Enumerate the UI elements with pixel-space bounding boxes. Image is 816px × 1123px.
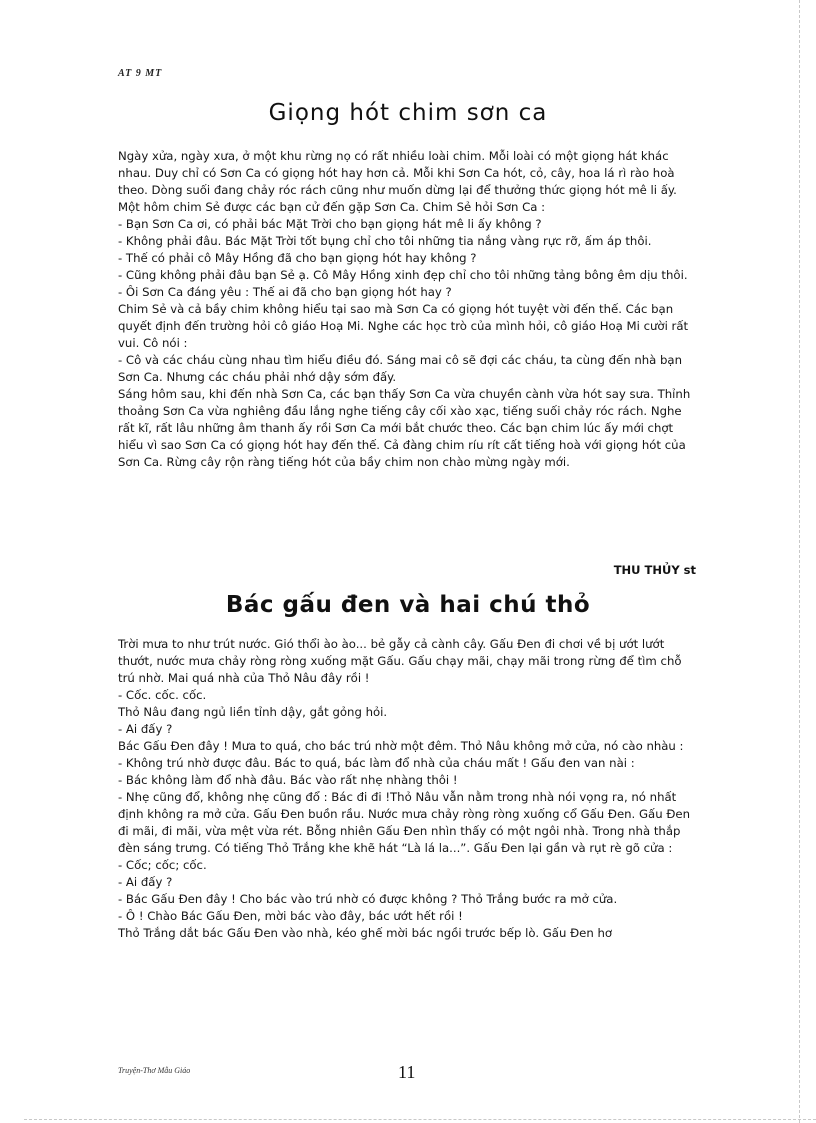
paragraph: - Ôi Sơn Ca đáng yêu : Thế ai đã cho bạn giọng hót hay ? [118, 285, 452, 299]
paragraph: - Ai đấy ? [118, 722, 173, 736]
paragraph: - Bác Gấu Đen đây ! Cho bác vào trú nhờ có được không ? Thỏ Trắng bước ra mở cửa. [118, 892, 618, 906]
story-title-gau-den: Bác gấu đen và hai chú thỏ [225, 592, 591, 618]
paragraph: Trời mưa to như trút nước. Gió thổi ào ào... bẻ gẫy cả cành cây. Gấu Đen đi chơi về bị ướt lướt thướt, nước mưa chảy ròng ròng xuống mặt Gấu. Gấu chạy mãi, chạy mãi trong rừng để tìm chỗ trú nhờ. Mai quá nhà của Thỏ Nâu đây rồi ! [118, 637, 682, 685]
paragraph: - Không trú nhờ được đâu. Bác to quá, bác làm đổ nhà của cháu mất ! Gấu đen van nài : [118, 756, 635, 770]
paragraph: - Cũng không phải đâu bạn Sẻ ạ. Cô Mây Hồng xinh đẹp chỉ cho tôi những tảng bông êm dịu thôi. [118, 268, 688, 282]
story-body-gau-den [118, 636, 696, 942]
author-credit: THU THỦY st [613, 563, 696, 577]
story-body-son-ca [118, 148, 696, 471]
page-edge-divider [24, 1119, 816, 1120]
paragraph: Sáng hôm sau, khi đến nhà Sơn Ca, các bạn thấy Sơn Ca vừa chuyền cành vừa hót say sưa. Thỉnh thoảng Sơn Ca vừa nghiêng đầu lắng nghe tiếng cây cối xào xạc, tiếng suối chảy róc rách. Nghe rất kĩ, rất lâu những âm thanh ấy rồi Sơn Ca mới bắt chước theo. Các bạn chim lúc ấy mới chợt hiểu vì sao Sơn Ca có giọng hót hay đến thế. Cả đàng chim ríu rít cất tiếng hoà với giọng hót của Sơn Ca. Rừng cây rộn ràng tiếng hót của bầy chim non chào mừng ngày mới. [118, 387, 691, 469]
paragraph: - Không phải đâu. Bác Mặt Trời tốt bụng chỉ cho tôi những tia nắng vàng rực rỡ, ấm áp thôi. [118, 234, 652, 248]
paragraph: Chim Sẻ và cả bầy chim không hiểu tại sao mà Sơn Ca có giọng hót tuyệt vời đến thế. Các bạn quyết định đến trường hỏi cô giáo Hoạ Mi. Nghe các học trò của mình hỏi, cô giáo Hoạ Mi cười rất vui. Cô nói : [118, 302, 689, 350]
paragraph: - Bác không làm đổ nhà đâu. Bác vào rất nhẹ nhàng thôi ! [118, 773, 458, 787]
paragraph: - Nhẹ cũng đổ, không nhẹ cũng đổ : Bác đi đi !Thỏ Nâu vẫn nằm trong nhà nói vọng ra, nó nhất định không ra mở cửa. Gấu Đen buồn rầu. Nước mưa chảy ròng ròng xuống cổ Gấu Đen. Gấu Đen đi mãi, đi mãi, vừa mệt vừa rét. Bỗng nhiên Gấu Đen nhìn thấy có một ngôi nhà. Trong nhà thắp đèn sáng trưng. Có tiếng Thỏ Trắng khe khẽ hát “Là lá la...”. Gấu Đen lại gần và rụt rè gõ cửa : [118, 790, 690, 855]
paragraph: Ngày xửa, ngày xưa, ở một khu rừng nọ có rất nhiều loài chim. Mỗi loài có một giọng hát khác nhau. Duy chỉ có Sơn Ca có giọng hót hay hơn cả. Mỗi khi Sơn Ca hót, cỏ, cây, hoa lá rì rào hoà theo. Dòng suối đang chảy róc rách cũng như muốn dừng lại để thưởng thức giọng hót mê li ấy. [118, 149, 677, 197]
paragraph: - Ai đấy ? [118, 875, 173, 889]
paragraph: Bác Gấu Đen đây ! Mưa to quá, cho bác trú nhờ một đêm. Thỏ Nâu không mở cửa, nó cào nhàu : [118, 739, 684, 753]
paragraph: - Cốc. cốc. cốc. [118, 688, 207, 702]
paragraph: - Cô và các cháu cùng nhau tìm hiểu điều đó. Sáng mai cô sẽ đợi các cháu, ta cùng đến nhà bạn Sơn Ca. Nhưng các cháu phải nhớ dậy sớm đấy. [118, 353, 683, 384]
paragraph: Một hôm chim Sẻ được các bạn cử đến gặp Sơn Ca. Chim Sẻ hỏi Sơn Ca : [118, 200, 546, 214]
paragraph: Thỏ Nâu đang ngủ liền tỉnh dậy, gắt gỏng hỏi. [118, 705, 388, 719]
paragraph: - Thế có phải cô Mây Hồng đã cho bạn giọng hót hay không ? [118, 251, 477, 265]
paragraph: - Cốc; cốc; cốc. [118, 858, 207, 872]
paragraph: - Ô ! Chào Bác Gấu Đen, mời bác vào đây, bác ướt hết rồi ! [118, 909, 463, 923]
page-number: 11 [398, 1062, 416, 1082]
paragraph: - Bạn Sơn Ca ơi, có phải bác Mặt Trời cho bạn giọng hát mê li ấy không ? [118, 217, 542, 231]
footer-note: Truyện-Thơ Mẫu Giáo [118, 1066, 191, 1075]
story-title-son-ca: Giọng hót chim sơn ca [268, 100, 548, 126]
page-edge-divider [799, 0, 800, 1123]
paragraph: Thỏ Trắng dắt bác Gấu Đen vào nhà, kéo ghế mời bác ngồi trước bếp lò. Gấu Đen hơ [118, 926, 613, 940]
header-mark: AT 9 MT [118, 68, 163, 79]
